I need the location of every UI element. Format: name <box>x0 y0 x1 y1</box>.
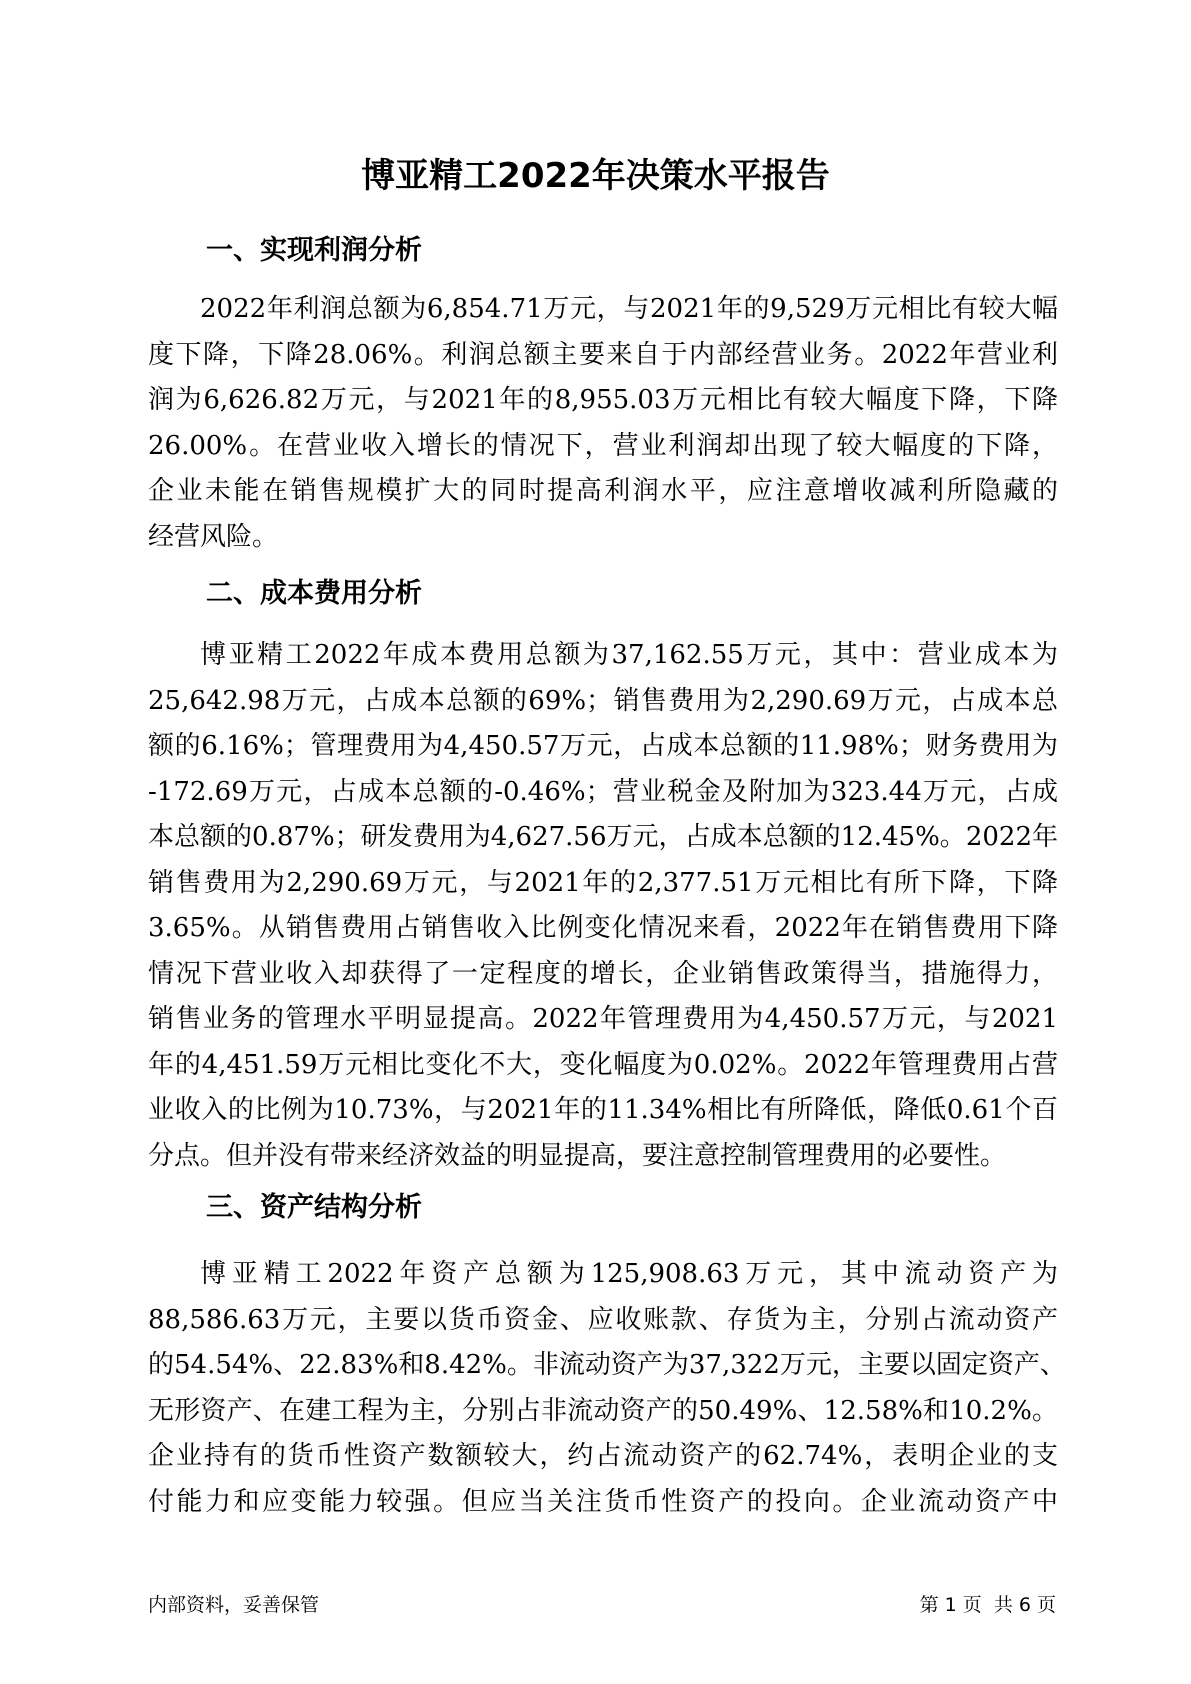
paragraph-line: 业收入的比例为10.73%，与2021年的11.34%相比有所降低，降低0.61个百 <box>148 1095 1058 1125</box>
paragraph-line: 企业未能在销售规模扩大的同时提高利润水平，应注意增收减利所隐藏的 <box>148 476 1058 506</box>
paragraph-line: 分点。但并没有带来经济效益的明显提高，要注意控制管理费用的必要性。 <box>148 1140 1007 1171</box>
paragraph-line: 付能力和应变能力较强。但应当关注货币性资产的投向。企业流动资产中 <box>148 1486 1058 1517</box>
paragraph-line: 博亚精工2022年资产总额为125,908.63万元，其中流动资产为 <box>200 1259 1058 1289</box>
paragraph-line: 销售费用为2,290.69万元，与2021年的2,377.51万元相比有所下降，下降 <box>148 867 1058 898</box>
section-heading-cost: 二、成本费用分析 <box>206 578 422 609</box>
paragraph-line: 情况下营业收入却获得了一定程度的增长，企业销售政策得当，措施得力， <box>148 958 1058 989</box>
paragraph-line: -172.69万元，占成本总额的-0.46%；营业税金及附加为323.44万元，占成 <box>148 776 1058 807</box>
paragraph-line: 博亚精工2022年成本费用总额为37,162.55万元，其中：营业成本为 <box>200 640 1058 670</box>
section-body-assets <box>148 1252 1066 1525</box>
paragraph-line: 年的4,451.59万元相比变化不大，变化幅度为0.02%。2022年管理费用占营 <box>148 1049 1058 1080</box>
paragraph-line: 3.65%。从销售费用占销售收入比例变化情况来看，2022年在销售费用下降 <box>148 913 1058 943</box>
section-body-cost <box>148 633 1058 1179</box>
paragraph-line: 额的6.16%；管理费用为4,450.57万元，占成本总额的11.98%；财务费用为 <box>148 731 1058 761</box>
footer-page-number: 第 1 页 共 6 页 <box>919 1594 1056 1616</box>
paragraph-line: 销售业务的管理水平明显提高。2022年管理费用为4,450.57万元，与2021 <box>148 1004 1058 1034</box>
paragraph-line: 度下降，下降28.06%。利润总额主要来自于内部经营业务。2022年营业利 <box>148 339 1058 370</box>
paragraph-line: 2022年利润总额为6,854.71万元，与2021年的9,529万元相比有较大幅 <box>200 294 1058 324</box>
paragraph-line: 26.00%。在营业收入增长的情况下，营业利润却出现了较大幅度的下降， <box>148 430 1058 461</box>
paragraph-line: 经营风险。 <box>148 521 279 552</box>
section-body-profit <box>148 287 1058 560</box>
paragraph-line: 的54.54%、22.83%和8.42%。非流动资产为37,322万元，主要以固定资产、 <box>148 1350 1066 1380</box>
paragraph-line: 润为6,626.82万元，与2021年的8,955.03万元相比有较大幅度下降，下降 <box>148 385 1058 415</box>
paragraph-line: 25,642.98万元，占成本总额的69%；销售费用为2,290.69万元，占成本总 <box>148 685 1058 716</box>
paragraph-line: 企业持有的货币性资产数额较大，约占流动资产的62.74%，表明企业的支 <box>148 1441 1058 1471</box>
paragraph-line: 88,586.63万元，主要以货币资金、应收账款、存货为主，分别占流动资产 <box>148 1304 1058 1335</box>
document-title: 博亚精工2022年决策水平报告 <box>361 156 830 196</box>
paragraph-line: 本总额的0.87%；研发费用为4,627.56万元，占成本总额的12.45%。2022年 <box>148 822 1058 852</box>
paragraph-line: 无形资产、在建工程为主，分别占非流动资产的50.49%、12.58%和10.2%。 <box>148 1395 1058 1426</box>
section-heading-assets: 三、资产结构分析 <box>206 1192 422 1223</box>
footer-confidential-note: 内部资料，妥善保管 <box>148 1594 320 1616</box>
section-heading-profit: 一、实现利润分析 <box>206 235 422 266</box>
